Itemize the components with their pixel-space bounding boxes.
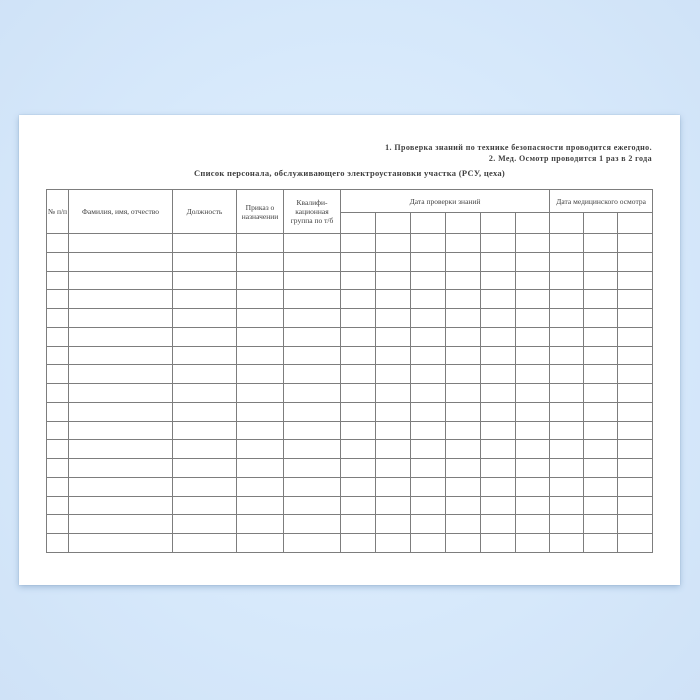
table-cell (446, 327, 481, 346)
table-cell (237, 365, 284, 384)
table-cell (481, 234, 516, 253)
table-cell (584, 459, 618, 478)
table-cell (173, 515, 237, 534)
table-cell (618, 440, 653, 459)
table-cell (284, 252, 341, 271)
group-header-medical-exam-date: Дата медицинского осмотра (550, 190, 653, 213)
table-cell (584, 234, 618, 253)
table-cell (284, 515, 341, 534)
table-cell (516, 534, 550, 553)
table-cell (516, 234, 550, 253)
table-cell (411, 346, 446, 365)
table-cell (550, 402, 584, 421)
table-cell (584, 252, 618, 271)
table-cell (341, 496, 376, 515)
table-cell (341, 402, 376, 421)
table-cell (237, 346, 284, 365)
table-cell (516, 365, 550, 384)
table-cell (376, 365, 411, 384)
table-cell (481, 440, 516, 459)
table-cell (584, 327, 618, 346)
table-cell (584, 290, 618, 309)
table-cell (341, 346, 376, 365)
table-cell (376, 477, 411, 496)
table-cell (47, 440, 69, 459)
table-cell (481, 421, 516, 440)
table-cell (284, 327, 341, 346)
table-cell (284, 477, 341, 496)
table-cell (481, 534, 516, 553)
table-cell (618, 459, 653, 478)
table-cell (516, 384, 550, 403)
table-cell (446, 477, 481, 496)
table-cell (516, 459, 550, 478)
table-cell (516, 477, 550, 496)
table-cell (446, 534, 481, 553)
table-cell (446, 346, 481, 365)
table-cell (618, 515, 653, 534)
table-cell (47, 515, 69, 534)
table-cell (584, 534, 618, 553)
table-cell (446, 421, 481, 440)
group-header-knowledge-check-date: Дата проверки знаний (341, 190, 550, 213)
header-notes (385, 142, 652, 164)
table-cell (47, 252, 69, 271)
table-cell (446, 496, 481, 515)
table-cell (69, 309, 173, 328)
table-cell (341, 309, 376, 328)
table-cell (376, 496, 411, 515)
table-cell (237, 459, 284, 478)
table-cell (411, 496, 446, 515)
table-row (47, 234, 653, 253)
table-cell (284, 440, 341, 459)
table-cell (173, 534, 237, 553)
table-cell (237, 402, 284, 421)
table-cell (69, 234, 173, 253)
table-cell (47, 327, 69, 346)
table-cell (47, 309, 69, 328)
table-cell (341, 365, 376, 384)
table-cell (618, 234, 653, 253)
table-cell (584, 421, 618, 440)
table-cell (446, 234, 481, 253)
table-cell (376, 402, 411, 421)
table-cell (481, 252, 516, 271)
table-cell (69, 459, 173, 478)
table-cell (446, 515, 481, 534)
table-cell (618, 421, 653, 440)
table-cell (411, 402, 446, 421)
table-cell (411, 515, 446, 534)
table-cell (584, 440, 618, 459)
table-cell (69, 534, 173, 553)
table-cell (341, 327, 376, 346)
table-cell (446, 459, 481, 478)
table-cell (284, 365, 341, 384)
table-cell (237, 477, 284, 496)
table-cell (341, 271, 376, 290)
table-cell (284, 271, 341, 290)
table-cell (481, 271, 516, 290)
table-cell (237, 421, 284, 440)
table-cell (376, 459, 411, 478)
table-cell (481, 327, 516, 346)
table-cell (341, 477, 376, 496)
table-cell (411, 290, 446, 309)
table-cell (516, 496, 550, 515)
table-cell (618, 346, 653, 365)
table-cell (376, 346, 411, 365)
table-cell (173, 327, 237, 346)
table-cell (173, 234, 237, 253)
table-cell (411, 252, 446, 271)
table-row (47, 309, 653, 328)
table-cell (69, 384, 173, 403)
table-row (47, 402, 653, 421)
table-cell (516, 327, 550, 346)
table-cell (237, 384, 284, 403)
table-cell (376, 421, 411, 440)
table-cell (47, 384, 69, 403)
table-cell (69, 365, 173, 384)
table-cell (173, 477, 237, 496)
table-row (47, 346, 653, 365)
table-cell (237, 534, 284, 553)
table-cell (341, 459, 376, 478)
table-cell (284, 496, 341, 515)
table-cell (173, 365, 237, 384)
table-cell (69, 290, 173, 309)
table-cell (516, 290, 550, 309)
table-cell (584, 515, 618, 534)
subheader-cell (618, 213, 653, 234)
subheader-cell (584, 213, 618, 234)
table-cell (376, 384, 411, 403)
table-cell (411, 234, 446, 253)
subheader-cell (341, 213, 376, 234)
table-cell (284, 459, 341, 478)
table-cell (173, 271, 237, 290)
table-cell (481, 515, 516, 534)
table-cell (446, 290, 481, 309)
table-cell (376, 534, 411, 553)
table-cell (446, 271, 481, 290)
table-cell (481, 290, 516, 309)
table-cell (584, 496, 618, 515)
table-row (47, 477, 653, 496)
table-cell (341, 515, 376, 534)
table-cell (173, 384, 237, 403)
table-cell (481, 384, 516, 403)
table-cell (173, 440, 237, 459)
table-cell (173, 252, 237, 271)
table-cell (411, 459, 446, 478)
table-cell (516, 346, 550, 365)
table-cell (341, 290, 376, 309)
table-cell (411, 327, 446, 346)
table-cell (69, 402, 173, 421)
col-header-full-name: Фамилия, имя, отчество (69, 190, 173, 234)
table-cell (550, 515, 584, 534)
table-cell (341, 534, 376, 553)
table-cell (47, 534, 69, 553)
personnel-table (46, 189, 653, 553)
col-header-appointment-order: Приказ о назначении (237, 190, 284, 234)
table-cell (550, 290, 584, 309)
table-cell (481, 496, 516, 515)
col-header-number: № п/п (47, 190, 69, 234)
table-cell (481, 477, 516, 496)
table-cell (446, 309, 481, 328)
table-cell (446, 402, 481, 421)
table-cell (550, 384, 584, 403)
table-cell (584, 346, 618, 365)
subheader-cell (516, 213, 550, 234)
table-cell (618, 384, 653, 403)
table-cell (69, 252, 173, 271)
table-cell (47, 290, 69, 309)
table-row (47, 365, 653, 384)
table-cell (47, 271, 69, 290)
table-cell (618, 365, 653, 384)
table-cell (550, 496, 584, 515)
table-cell (47, 496, 69, 515)
subheader-cell (376, 213, 411, 234)
table-cell (376, 440, 411, 459)
table-cell (446, 440, 481, 459)
table-cell (237, 271, 284, 290)
table-cell (284, 421, 341, 440)
table-row (47, 290, 653, 309)
table-cell (516, 271, 550, 290)
table-cell (47, 459, 69, 478)
table-cell (173, 459, 237, 478)
table-cell (69, 421, 173, 440)
table-cell (481, 309, 516, 328)
table-cell (47, 234, 69, 253)
table-row (47, 252, 653, 271)
table-cell (376, 515, 411, 534)
table-cell (618, 290, 653, 309)
table-cell (516, 252, 550, 271)
table-cell (237, 496, 284, 515)
table-row (47, 384, 653, 403)
col-header-qualification-group: Квалифи-кационная группа по т/б (284, 190, 341, 234)
table-cell (237, 309, 284, 328)
table-cell (411, 309, 446, 328)
table-cell (341, 384, 376, 403)
table-cell (550, 534, 584, 553)
table-cell (411, 421, 446, 440)
table-cell (618, 496, 653, 515)
table-cell (69, 496, 173, 515)
table-cell (584, 365, 618, 384)
table-cell (237, 515, 284, 534)
table-cell (237, 290, 284, 309)
table-cell (550, 365, 584, 384)
table-cell (516, 421, 550, 440)
table-row (47, 271, 653, 290)
table-row (47, 421, 653, 440)
table-cell (376, 234, 411, 253)
subheader-cell (481, 213, 516, 234)
table-cell (341, 440, 376, 459)
table-cell (237, 327, 284, 346)
table-row (47, 515, 653, 534)
table-cell (411, 477, 446, 496)
table-cell (584, 402, 618, 421)
table-cell (47, 402, 69, 421)
table-cell (173, 290, 237, 309)
table-cell (341, 252, 376, 271)
table-cell (284, 234, 341, 253)
table-cell (550, 440, 584, 459)
table-cell (69, 327, 173, 346)
table-cell (376, 309, 411, 328)
table-cell (284, 384, 341, 403)
subheader-cell (550, 213, 584, 234)
table-row (47, 534, 653, 553)
table-row (47, 459, 653, 478)
table-cell (550, 271, 584, 290)
subheader-cell (411, 213, 446, 234)
table-cell (237, 234, 284, 253)
table-cell (584, 384, 618, 403)
table-cell (550, 234, 584, 253)
table-cell (618, 271, 653, 290)
table-cell (550, 477, 584, 496)
table-cell (584, 477, 618, 496)
table-cell (284, 290, 341, 309)
table-cell (69, 440, 173, 459)
table-row (47, 440, 653, 459)
table-cell (550, 309, 584, 328)
table-cell (376, 271, 411, 290)
table-cell (284, 309, 341, 328)
table-cell (69, 515, 173, 534)
table-cell (516, 440, 550, 459)
table-cell (446, 365, 481, 384)
table-cell (237, 252, 284, 271)
table-cell (341, 421, 376, 440)
table-header (47, 190, 653, 234)
table-cell (550, 252, 584, 271)
table-cell (173, 421, 237, 440)
table-cell (618, 252, 653, 271)
table-cell (550, 421, 584, 440)
table-cell (584, 271, 618, 290)
table-header-row (47, 190, 653, 213)
table-cell (47, 477, 69, 496)
table-cell (481, 459, 516, 478)
table-cell (618, 309, 653, 328)
table-cell (341, 234, 376, 253)
table-cell (618, 327, 653, 346)
table-cell (411, 534, 446, 553)
table-cell (47, 421, 69, 440)
table-cell (550, 327, 584, 346)
table-cell (173, 496, 237, 515)
document-page (19, 115, 680, 585)
page-title: Список персонала, обслуживающего электроустановки участка (РСУ, цеха) (193, 168, 506, 178)
table-cell (284, 534, 341, 553)
table-cell (516, 402, 550, 421)
table-cell (173, 346, 237, 365)
table-cell (481, 402, 516, 421)
table-cell (376, 327, 411, 346)
table-cell (516, 515, 550, 534)
table-cell (618, 402, 653, 421)
table-cell (173, 402, 237, 421)
table-cell (481, 365, 516, 384)
table-cell (284, 402, 341, 421)
table-cell (446, 252, 481, 271)
table-cell (411, 271, 446, 290)
table-cell (584, 309, 618, 328)
note-line-1: 1. Проверка знаний по технике безопасности проводится ежегодно. (385, 143, 652, 152)
note-line-2: 2. Мед. Осмотр проводится 1 раз в 2 года (488, 154, 652, 163)
table-cell (284, 346, 341, 365)
table-cell (481, 346, 516, 365)
table-cell (173, 309, 237, 328)
table-cell (618, 534, 653, 553)
table-cell (411, 384, 446, 403)
table-cell (47, 365, 69, 384)
table-cell (376, 252, 411, 271)
table-cell (69, 346, 173, 365)
table-cell (411, 365, 446, 384)
table-cell (550, 346, 584, 365)
table-cell (47, 346, 69, 365)
table-cell (237, 440, 284, 459)
table-cell (69, 477, 173, 496)
table-cell (550, 459, 584, 478)
subheader-cell (446, 213, 481, 234)
table-cell (446, 384, 481, 403)
table-cell (376, 290, 411, 309)
table-cell (516, 309, 550, 328)
table-body (47, 234, 653, 553)
table-row (47, 327, 653, 346)
table-cell (618, 477, 653, 496)
table-row (47, 496, 653, 515)
table-cell (411, 440, 446, 459)
table-cell (69, 271, 173, 290)
col-header-position: Должность (173, 190, 237, 234)
